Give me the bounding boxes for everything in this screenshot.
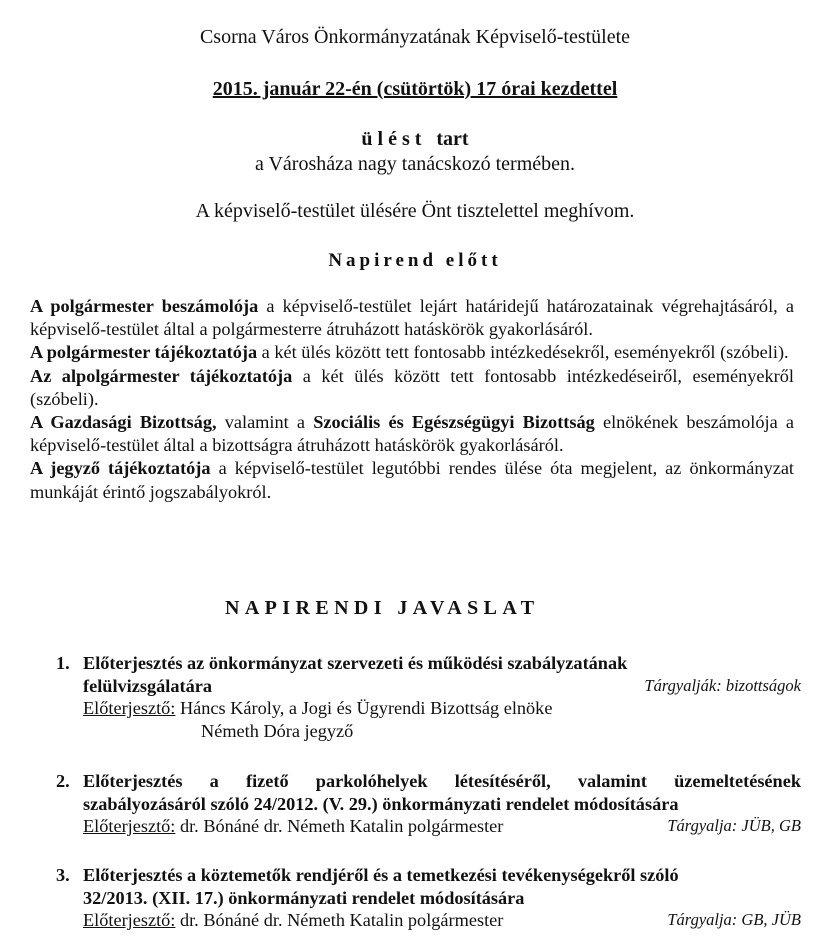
presenter-name: dr. Bónáné dr. Németh Katalin polgármester bbox=[175, 910, 504, 930]
meeting-venue: a Városháza nagy tanácskozó termében. bbox=[254, 153, 576, 175]
agenda-item-title-cont: 32/2013. (XII. 17.) önkormányzati rendelet módosítására bbox=[83, 887, 525, 908]
discussed-by: Tárgyalja: JÜB, GB bbox=[667, 816, 801, 835]
agenda-item-title-cont: felülvizsgálatára bbox=[83, 675, 212, 696]
tart-word: tart bbox=[436, 128, 469, 150]
agenda-item-title: Előterjesztés a köztemetők rendjéről és a temetkezési tevékenységekről szóló bbox=[83, 865, 679, 885]
agenda-item-title: Előterjesztés az önkormányzat szervezeti és működési szabályzatának bbox=[83, 653, 628, 673]
pre-agenda-item: A polgármester beszámolója a képviselő-testület lejárt határidejű határozatainak végrehajtásáról, a képviselő-testület által a polgármesterre átruházott hatáskörök gyakorlásáról. bbox=[30, 296, 794, 340]
discussed-by: Tárgyalja: GB, JÜB bbox=[667, 910, 801, 929]
agenda-heading: NAPIRENDI JAVASLAT bbox=[225, 597, 540, 619]
agenda-item-title: Előterjesztés a fizető parkolóhelyek létesítéséről, valamint üzemeltetésének bbox=[83, 771, 801, 791]
invitation-text: A képviselő-testület ülésére Önt tisztelettel meghívom. bbox=[195, 200, 635, 222]
pre-agenda-item: Az alpolgármester tájékoztatója a két ülés között tett fontosabb intézkedéseiről, eseményekről (szóbeli). bbox=[30, 365, 794, 409]
pre-agenda-item: A Gazdasági Bizottság, valamint a Szociális és Egészségügyi Bizottság elnökének beszámolója a képviselő-testület által a bizottságra átruházott hatáskörök gyakorlásáról. bbox=[30, 412, 795, 456]
pre-agenda-item: A jegyző tájékoztatója a képviselő-testület legutóbbi rendes ülése óta megjelent, az önkormányzat munkáját érintő jogszabályokról. bbox=[30, 458, 795, 502]
presenter-label: Előterjesztő: bbox=[83, 816, 176, 836]
ules-word: ülést bbox=[361, 128, 427, 150]
agenda-item-title-cont: szabályozásáról szóló 24/2012. (V. 29.) önkormányzati rendelet módosítására bbox=[83, 793, 679, 814]
agenda-item-number: 1. bbox=[56, 653, 70, 673]
discussed-by: Tárgyalják: bizottságok bbox=[644, 675, 801, 695]
meeting-statement bbox=[0, 128, 830, 151]
council-header: Csorna Város Önkormányzatának Képviselő-testülete bbox=[199, 26, 631, 48]
pre-agenda-heading: Napirend előtt bbox=[328, 250, 502, 271]
presenter-name: dr. Bónáné dr. Németh Katalin polgármester bbox=[175, 816, 504, 836]
presenter-label: Előterjesztő: bbox=[83, 910, 176, 930]
agenda-item-number: 3. bbox=[56, 865, 70, 885]
presenter-name-2: Németh Dóra jegyző bbox=[201, 720, 354, 741]
meeting-date: 2015. január 22-én (csütörtök) 17 órai kezdettel bbox=[212, 78, 618, 100]
pre-agenda-list bbox=[30, 295, 794, 504]
agenda-item-number: 2. bbox=[56, 771, 70, 791]
presenter-label: Előterjesztő: bbox=[83, 698, 176, 718]
presenter-name: Háncs Károly, a Jogi és Ügyrendi Bizottság elnöke bbox=[175, 698, 553, 718]
pre-agenda-item: A polgármester tájékoztatója a két ülés között tett fontosabb intézkedésekről, eseményekről (szóbeli). bbox=[30, 342, 789, 363]
